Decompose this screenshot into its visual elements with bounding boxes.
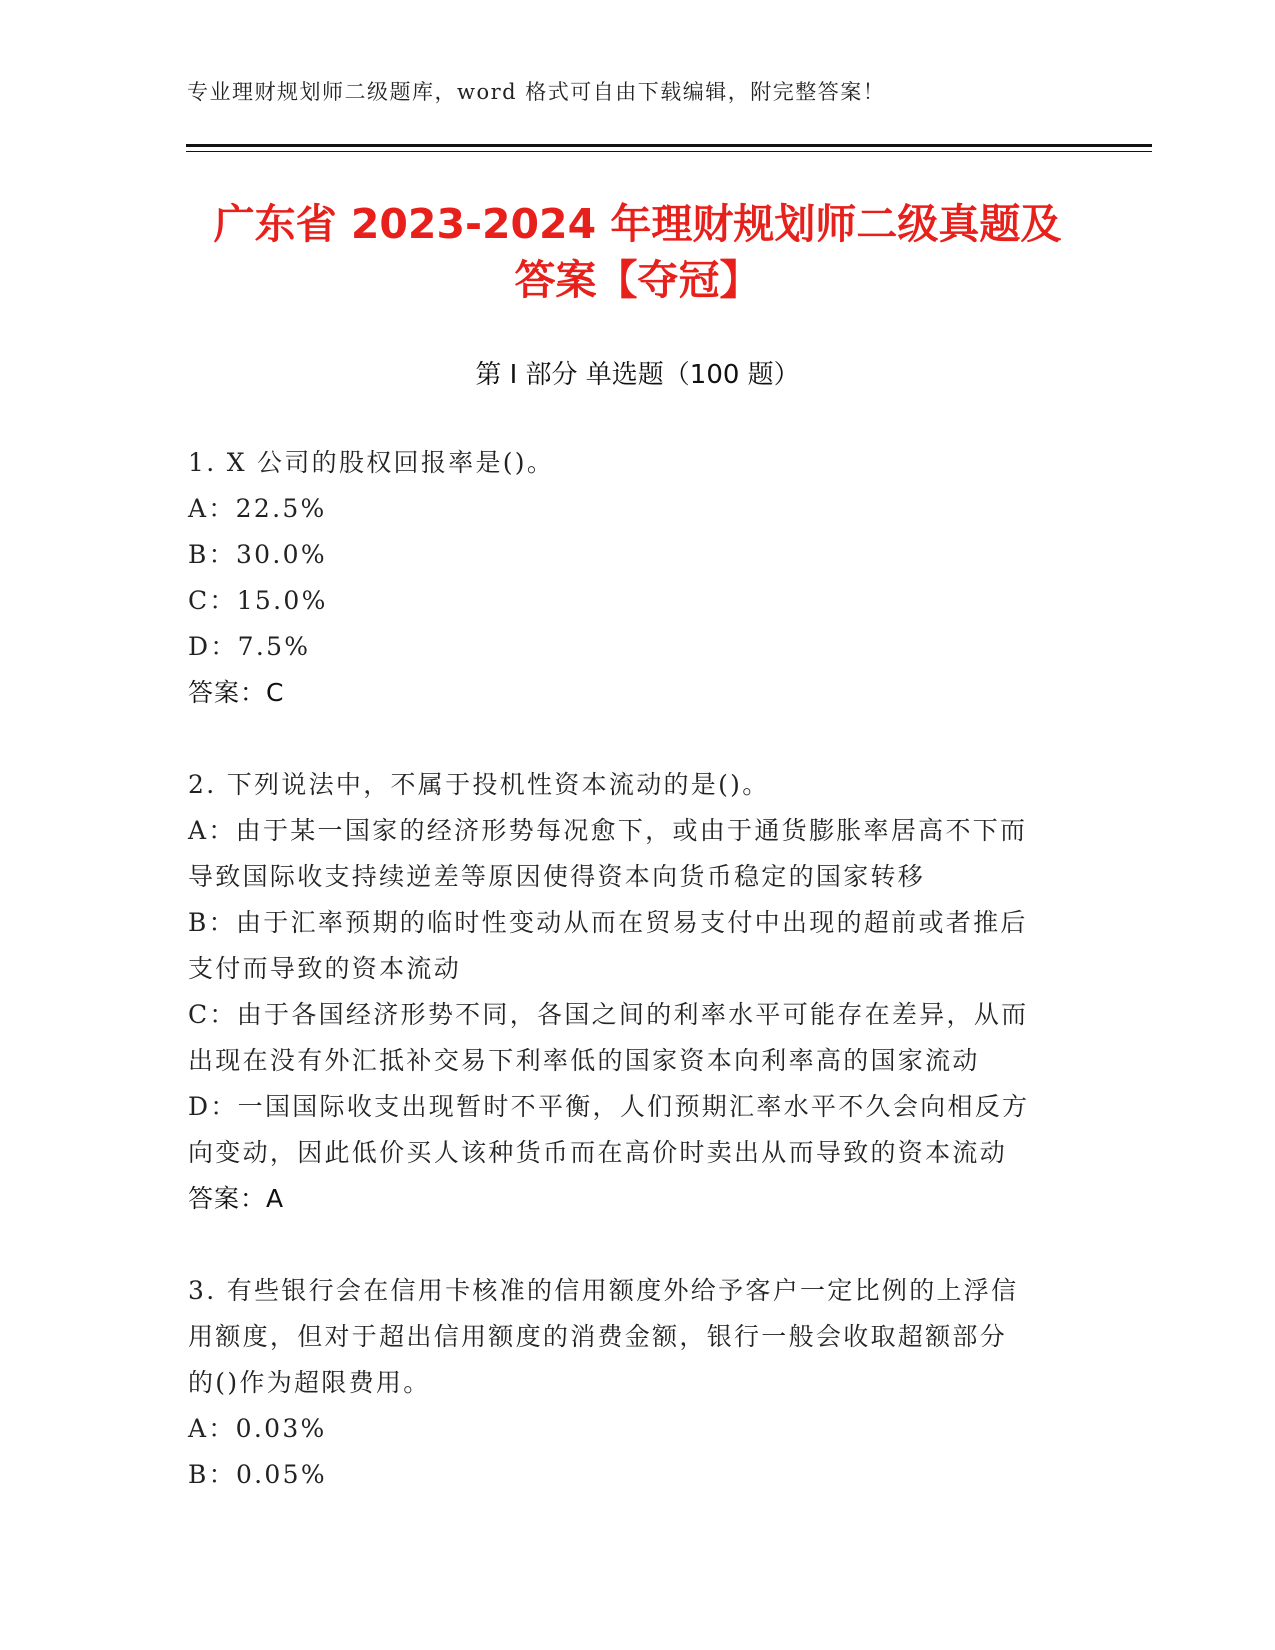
document-title-line2: 答案【夺冠】 — [514, 256, 761, 304]
header-rule-thick — [186, 144, 1152, 147]
question-1-option-b: B：30.0% — [188, 540, 327, 569]
option-line: 导致国际收支持续逆差等原因使得资本向货币稳定的国家转移 — [188, 862, 926, 891]
document-title — [150, 196, 1125, 308]
option-line: A：由于某一国家的经济形势每况愈下，或由于通货膨胀率居高不下而 — [188, 816, 1028, 845]
option-line: B：由于汇率预期的临时性变动从而在贸易支付中出现的超前或者推后 — [188, 908, 1028, 937]
question-1-answer: 答案：C — [188, 678, 285, 707]
question-2-option-c — [188, 992, 1068, 1084]
question-gap — [188, 1222, 1068, 1268]
question-1 — [188, 440, 1068, 716]
question-1-option-c: C：15.0% — [188, 586, 328, 615]
question-2 — [188, 762, 1068, 1222]
question-3-stem-line: 3. 有些银行会在信用卡核准的信用额度外给予客户一定比例的上浮信 — [188, 1276, 1019, 1305]
question-3-stem-line: 用额度，但对于超出信用额度的消费金额，银行一般会收取超额部分 — [188, 1322, 1008, 1351]
option-line: C：由于各国经济形势不同，各国之间的利率水平可能存在差异，从而 — [188, 1000, 1029, 1029]
question-2-option-b — [188, 900, 1068, 992]
question-2-option-a — [188, 808, 1068, 900]
document-title-line1: 广东省 2023-2024 年理财规划师二级真题及 — [213, 200, 1062, 248]
option-line: 向变动，因此低价买人该种货币而在高价时卖出从而导致的资本流动 — [188, 1138, 1008, 1167]
question-1-stem: 1. X 公司的股权回报率是()。 — [188, 448, 555, 477]
question-gap — [188, 716, 1068, 762]
question-2-option-d — [188, 1084, 1068, 1176]
header-rule-thin — [186, 151, 1152, 152]
section-title: 第 I 部分 单选题（100 题） — [475, 360, 800, 390]
option-line: 支付而导致的资本流动 — [188, 954, 462, 983]
option-line: 出现在没有外汇抵补交易下利率低的国家资本向利率高的国家流动 — [188, 1046, 980, 1075]
question-1-option-d: D：7.5% — [188, 632, 311, 661]
question-list — [188, 440, 1068, 1498]
question-3 — [188, 1268, 1068, 1498]
header-note: 专业理财规划师二级题库，word 格式可自由下载编辑，附完整答案！ — [187, 80, 886, 104]
question-3-option-a: A：0.03% — [188, 1414, 327, 1443]
question-3-stem-line: 的()作为超限费用。 — [188, 1368, 431, 1397]
question-2-answer: 答案：A — [188, 1184, 285, 1213]
question-3-option-b: B：0.05% — [188, 1460, 327, 1489]
question-2-stem: 2. 下列说法中，不属于投机性资本流动的是()。 — [188, 770, 770, 799]
option-line: D：一国国际收支出现暂时不平衡，人们预期汇率水平不久会向相反方 — [188, 1092, 1030, 1121]
question-1-option-a: A：22.5% — [188, 494, 327, 523]
